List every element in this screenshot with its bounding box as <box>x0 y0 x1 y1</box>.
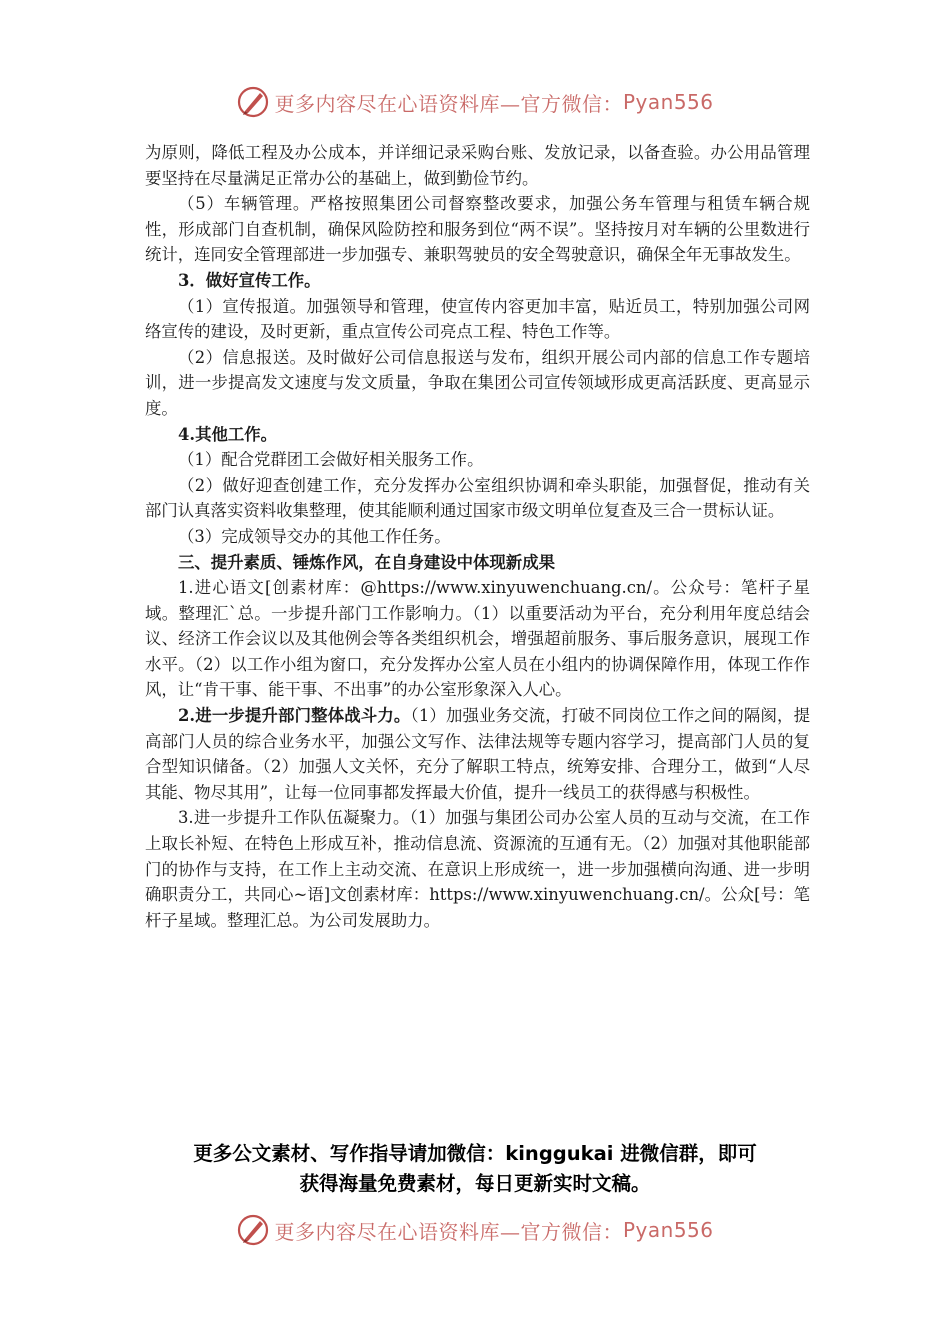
paragraph-8: （2）做好迎查创建工作，充分发挥办公室组织协调和牵头职能，加强督促，推动有关部门认真落实资料收集整理，使其能顺利通过国家市级文明单位复查及三合一贯标认证。 <box>145 475 810 521</box>
footer-banner <box>0 1212 950 1248</box>
pen-logo-icon <box>236 85 270 119</box>
promo-notice <box>0 1139 950 1199</box>
header-banner <box>0 84 950 120</box>
section-heading-3: 3．做好宣传工作。 <box>178 270 321 290</box>
paragraph-7: （1）配合党群团工会做好相关服务工作。 <box>178 450 484 470</box>
chapter-heading-3: 三、提升素质、锤炼作风，在自身建设中体现新成果 <box>178 552 555 572</box>
paragraph-1: 为原则，降低工程及办公成本，并详细记录采购台账、发放记录，以备查验。办公用品管理要坚持在尽量满足正常办公的基础上，做到勤俭节约。 <box>145 143 810 188</box>
promo-line-1: 更多公文素材、写作指导请加微信：kinggukai 进微信群，即可 <box>193 1142 757 1165</box>
promo-line-2: 获得海量免费素材，每日更新实时文稿。 <box>299 1172 651 1195</box>
paragraph-12-lead: 2.进一步提升部门整体战斗力。 <box>178 706 411 726</box>
header-banner-code: Pyan556 <box>622 90 714 114</box>
document-body <box>145 140 810 933</box>
paragraph-4: （1）宣传报道。加强领导和管理，使宣传内容更加丰富，贴近员工，特别加强公司网络宣传的建设，及时更新，重点宣传公司亮点工程、特色工作等。 <box>145 296 810 342</box>
pen-logo-icon <box>236 1213 270 1247</box>
paragraph-2: （5）车辆管理。严格按照集团公司督察整改要求，加强公务车管理与租赁车辆合规性，形成部门自查机制，确保风险防控和服务到位“两不误”。坚持按月对车辆的公里数进行统计，连同安全管理部进一步加强专、兼职驾驶员的安全驾驶意识，确保全年无事故发生。 <box>145 194 810 265</box>
paragraph-13: 3.进一步提升工作队伍凝聚力。（1）加强与集团公司办公室人员的互动与交流，在工作上取长补短、在特色上形成互补，推动信息流、资源流的互通有无。（2）加强对其他职能部门的协作与支持，在工作上主动交流、在意识上形成统一，进一步加强横向沟通、进一步明确职责分工，共同心~语]文创素材库：https://www.xinyuwenchuang.cn/。公众[号：笔杆子星域。整理汇总。为公司发展助力。 <box>145 808 810 930</box>
section-heading-4: 4.其他工作。 <box>178 424 278 444</box>
footer-banner-text: 更多内容尽在心语资料库—官方微信： <box>274 1219 623 1244</box>
paragraph-11: 1.进心语文[创素材库：@https://www.xinyuwenchuang.cn/。公众号：笔杆子星域。整理汇`总。一步提升部门工作影响力。（1）以重要活动为平台，充分利用年度总结会议、经济工作会议以及其他例会等各类组织机会，增强超前服务、事后服务意识，展现工作水平。（2）以工作小组为窗口，充分发挥办公室人员在小组内的协调保障作用，体现工作作风，让“肯干事、能干事、不出事”的办公室形象深入人心。 <box>145 578 810 700</box>
paragraph-9: （3）完成领导交办的其他工作任务。 <box>178 526 451 546</box>
paragraph-12-text: （1）加强业务交流，打破不同岗位工作之间的隔阂，提高部门人员的综合业务水平，加强公文写作、法律法规等专题内容学习，提高部门人员的复合型知识储备。（2）加强人文关怀，充分了解职工特点，统筹安排、合理分工，做到“人尽其能、物尽其用”，让每一位同事都发挥最大价值，提升一线员工的获得感与积极性。 <box>145 706 810 802</box>
footer-banner-code: Pyan556 <box>622 1218 714 1242</box>
header-banner-text: 更多内容尽在心语资料库—官方微信： <box>274 91 623 116</box>
paragraph-5: （2）信息报送。及时做好公司信息报送与发布，组织开展公司内部的信息工作专题培训，进一步提高发文速度与发文质量，争取在集团公司宣传领域形成更高活跃度、更高显示度。 <box>145 347 810 418</box>
paragraph-12 <box>145 703 810 805</box>
